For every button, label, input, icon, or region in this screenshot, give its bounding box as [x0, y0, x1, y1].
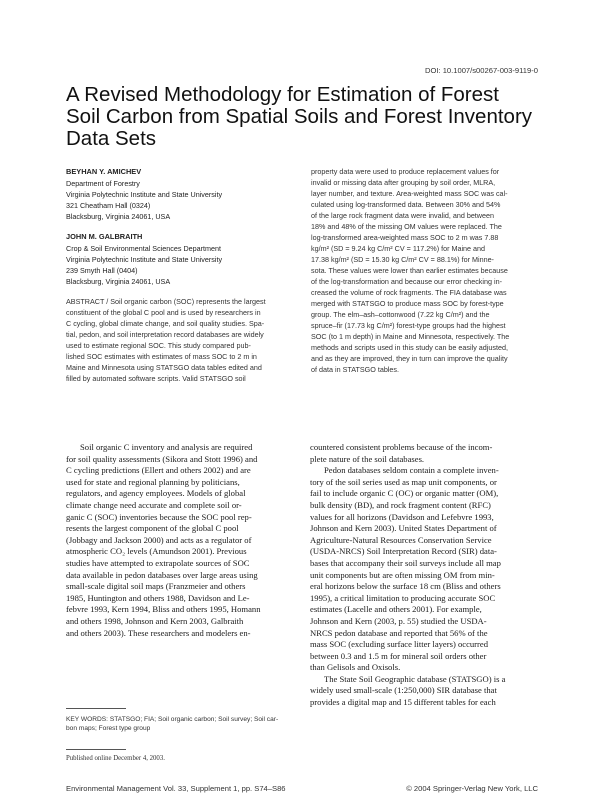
- abstract-line: sota. These values were lower than earlier estimates because: [311, 266, 508, 275]
- body-column-left: [66, 442, 302, 639]
- body-line: countered consistent problems because of the incom-: [310, 442, 493, 452]
- body-line: NRCS pedon database and reported that 56% of the: [310, 627, 488, 638]
- doi-label: DOI: 10.1007/s00267-003-9119-0: [424, 66, 538, 75]
- keywords-divider: [66, 708, 126, 709]
- abstract-line: merged with STATSGO to produce mass SOC by forest-type: [311, 299, 504, 308]
- author-name: JOHN M. GALBRAITH: [66, 232, 143, 241]
- abstract-line: C cycling, global climate change, and soil quality studies. Spa-: [66, 319, 265, 328]
- body-line: (USDA-NRCS) Soil Interpretation Record (SIR) data-: [310, 546, 497, 557]
- body-line: regulators, and agency employees. Models of global: [66, 488, 246, 499]
- article-title: [66, 84, 546, 150]
- body-line: provides a digital map and 15 different tables for each: [310, 697, 496, 708]
- body-line: data available in pedon databases over large areas using: [66, 569, 258, 580]
- keywords: [66, 715, 306, 733]
- abstract-left: [66, 296, 290, 384]
- abstract-line: group. The elm–ash–cottonwood (7.22 kg C/m²) and the: [311, 310, 490, 319]
- body-line: and others 2003). These researchers and modelers en-: [66, 627, 251, 638]
- body-line: (Jobbagy and Jackson 2000) and acts as a regulator of: [66, 534, 252, 545]
- abstract-line: lished SOC estimates with estimates of mass SOC to 2 m in: [66, 352, 257, 361]
- body-line: plete nature of the soil databases.: [310, 453, 425, 464]
- abstract-line: tial, pedon, and soil interpretation record databases are widely: [66, 330, 264, 339]
- affiliation-line: Virginia Polytechnic Institute and State University: [66, 255, 223, 264]
- author-affiliation: [66, 243, 290, 287]
- affiliation-line: Virginia Polytechnic Institute and State University: [66, 190, 223, 199]
- body-line: Johnson and Kern (2003, p. 55) studied the USDA-: [310, 615, 487, 626]
- abstract-line: Maine and Minnesota using STATSGO data tables edited and: [66, 363, 262, 372]
- published-divider: [66, 749, 126, 750]
- abstract-line: kg/m² (SD = 9.24 kg C/m² CV = 117.2%) for Maine and: [311, 244, 486, 253]
- abstract-line: used to estimate regional SOC. This study compared pub-: [66, 341, 251, 350]
- body-line: eral horizons below the surface 18 cm (Bliss and others: [310, 581, 501, 592]
- body-line: Soil organic C inventory and analysis are required: [80, 442, 253, 452]
- body-line: between 0.3 and 1.5 m for mineral soil orders other: [310, 650, 487, 661]
- body-line: febvre 1993, Kern 1994, Bliss and others 1995, Homann: [66, 604, 261, 615]
- abstract-line: of data in STATSGO tables.: [311, 365, 400, 374]
- title-line: Data Sets: [66, 127, 157, 150]
- body-line: for soil quality assessments (Sikora and Stott 1996) and: [66, 453, 258, 464]
- body-line: climate change need accurate and complete soil or-: [66, 499, 242, 510]
- abstract-line: constituent of the global C pool and is used by researchers in: [66, 308, 261, 317]
- abstract-line: ABSTRACT / Soil organic carbon (SOC) represents the largest: [66, 297, 266, 306]
- body-line: The State Soil Geographic database (STATSGO) is a: [324, 673, 506, 684]
- journal-citation: Environmental Management Vol. 33, Supplement 1, pp. S74–S86: [66, 784, 286, 793]
- body-line: values for all horizons (Davidson and Lefebvre 1993,: [310, 511, 494, 522]
- body-line: ganic C (SOC) inventories because the SOC pool rep-: [66, 511, 252, 522]
- body-line: studies have attempted to extrapolate sources of SOC: [66, 557, 250, 568]
- abstract-line: 17.38 kg/m² (SD = 15.30 kg C/m² CV = 88.1%) for Minne-: [311, 255, 494, 264]
- abstract-line: SOC (to 1 m depth) in Maine and Minnesota, respectively. The: [311, 332, 510, 341]
- body-line: atmospheric CO₂ levels (Amundson 2001). Previous: [66, 546, 247, 557]
- body-line: mass SOC (excluding surface litter layers) occurred: [310, 639, 489, 650]
- affiliation-line: Department of Forestry: [66, 179, 140, 188]
- title-line: A Revised Methodology for Estimation of Forest: [66, 83, 499, 106]
- abstract-line: methods and scripts used in this study can be easily adjusted,: [311, 343, 508, 352]
- abstract-line: property data were used to produce replacement values for: [311, 167, 500, 176]
- affiliation-line: 321 Cheatham Hall (0324): [66, 201, 151, 210]
- affiliation-line: Blacksburg, Virginia 24061, USA: [66, 277, 171, 286]
- title-line: Soil Carbon from Spatial Soils and Forest Inventory: [66, 105, 533, 128]
- body-line: used for state and regional planning by politicians,: [66, 476, 240, 487]
- body-line: and others 1998, Johnson and Kern 2003, Galbraith: [66, 615, 244, 626]
- body-line: estimates (Lacelle and others 2001). For example,: [310, 604, 482, 615]
- body-line: widely used small-scale (1:250,000) SIR database that: [310, 685, 497, 696]
- affiliation-line: Crop & Soil Environmental Sciences Department: [66, 244, 222, 253]
- body-line: fail to include organic C (OC) or organic matter (OM),: [310, 488, 499, 499]
- abstract-line: spruce–fir (17.73 kg C/m²) forest-type groups had the highest: [311, 321, 506, 330]
- body-line: bulk density (BD), and rock fragment content (RFC): [310, 499, 491, 510]
- abstract-line: 18% and 48% of the missing OM values were replaced. The: [311, 222, 502, 231]
- copyright-notice: © 2004 Springer-Verlag New York, LLC: [406, 784, 538, 793]
- author-and-abstract-column: [66, 166, 290, 384]
- body-line: Agriculture-Natural Resources Conservation Service: [310, 534, 492, 545]
- published-online: Published online December 4, 2003.: [66, 755, 165, 762]
- abstract-line: creased the volume of rock fragments. The FIA database was: [311, 288, 507, 297]
- affiliation-line: Blacksburg, Virginia 24061, USA: [66, 212, 171, 221]
- abstract-line: culated using log-transformed data. Between 30% and 54%: [311, 200, 501, 209]
- abstract-line: and as they are improved, they in turn can improve the quality: [311, 354, 508, 363]
- body-line: Johnson and Kern 2003). United States Department of: [310, 523, 497, 534]
- body-line: small-scale digital soil maps (Franzmeier and others: [66, 581, 246, 592]
- abstract-line: of the log-transformation and because our error checking in-: [311, 277, 502, 286]
- abstract-line: filled by automated software scripts. Valid STATSGO soil: [66, 374, 246, 383]
- body-line: unit components but are often missing OM from min-: [310, 569, 495, 580]
- body-line: Pedon databases seldom contain a complete inven-: [324, 465, 499, 476]
- body-line: than Gelisols and Oxisols.: [310, 662, 401, 673]
- body-line: 1985, Huntington and others 1988, Davidson and Le-: [66, 592, 250, 603]
- abstract-right: [311, 166, 543, 375]
- body-line: tory of the soil series used as map unit components, or: [310, 476, 497, 487]
- abstract-line: layer number, and texture. Area-weighted mass SOC was cal-: [311, 189, 508, 198]
- author-affiliation: [66, 178, 290, 222]
- body-line: 1995), a critical limitation to producing accurate SOC: [310, 592, 496, 603]
- affiliation-line: 239 Smyth Hall (0404): [66, 266, 138, 275]
- abstract-line: invalid or missing data after grouping by soil order, MLRA,: [311, 178, 496, 187]
- keywords-line: bon maps; Forest type group: [66, 725, 151, 732]
- abstract-line: log-transformed area-weighted mass SOC to 2 m was 7.88: [311, 233, 499, 242]
- body-line: resents the largest component of the global C pool: [66, 523, 239, 534]
- abstract-line: of the large rock fragment data were invalid, and between: [311, 211, 494, 220]
- body-line: C cycling predictions (Ellert and others 2002) and are: [66, 465, 251, 476]
- keywords-line: KEY WORDS: STATSGO; FIA; Soil organic carbon; Soil survey; Soil car-: [66, 716, 279, 723]
- body-line: bases that accompany their soil surveys include all map: [310, 557, 501, 568]
- body-column-right: [310, 442, 546, 709]
- author-name: BEYHAN Y. AMICHEV: [66, 167, 142, 176]
